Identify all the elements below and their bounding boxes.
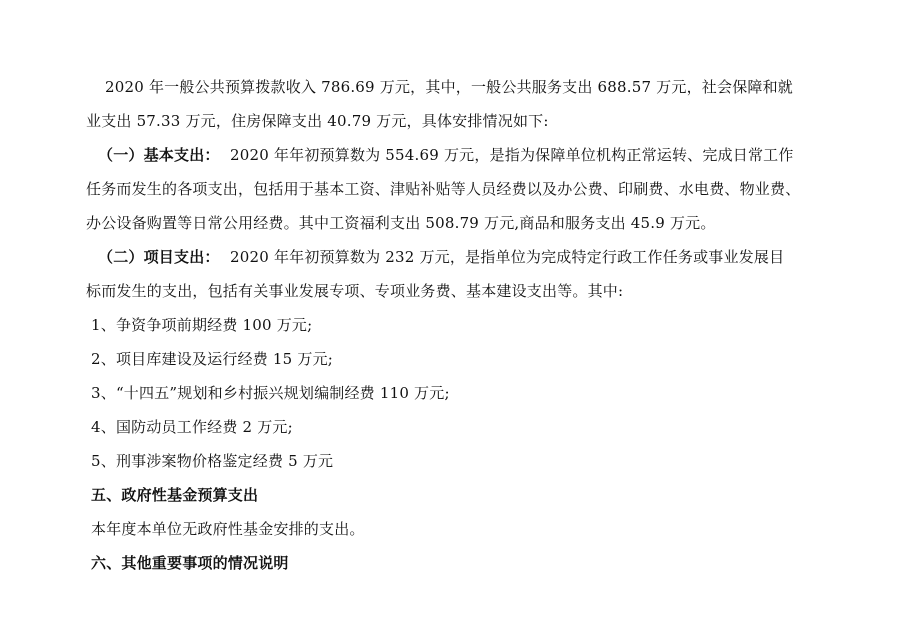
section-project-expenditure-heading: （二）项目支出：: [98, 248, 220, 266]
list-item-project-2: 2、项目库建设及运行经费 15 万元;: [91, 350, 334, 368]
list-item-project-1: 1、争资争项前期经费 100 万元;: [91, 316, 313, 334]
list-item-project-4: 4、国防动员工作经费 2 万元;: [91, 418, 293, 436]
paragraph-basic-expenditure-line-3: 办公设备购置等日常公用经费。其中工资福利支出 508.79 万元,商品和服务支出 45.9 万元。: [86, 214, 716, 232]
paragraph-project-expenditure-line-1: 2020 年年初预算数为 232 万元，是指单位为完成特定行政工作任务或事业发展目: [230, 248, 785, 266]
section-other-matters-heading: 六、其他重要事项的情况说明: [91, 554, 289, 572]
paragraph-budget-intro-line-1: 2020 年一般公共预算拨款收入 786.69 万元，其中，一般公共服务支出 688.57 万元，社会保障和就: [105, 78, 793, 96]
paragraph-basic-expenditure-line-1: 2020 年年初预算数为 554.69 万元，是指为保障单位机构正常运转、完成日常工作: [230, 146, 794, 164]
list-item-project-3: 3、“十四五”规划和乡村振兴规划编制经费 110 万元;: [91, 384, 450, 402]
paragraph-government-fund-note: 本年度本单位无政府性基金安排的支出。: [91, 520, 365, 538]
paragraph-project-expenditure-line-2: 标而发生的支出，包括有关事业发展专项、专项业务费、基本建设支出等。其中:: [86, 282, 624, 300]
section-basic-expenditure-heading: （一）基本支出：: [98, 146, 220, 164]
list-item-project-5: 5、刑事涉案物价格鉴定经费 5 万元: [91, 452, 334, 470]
paragraph-basic-expenditure-line-2: 任务而发生的各项支出，包括用于基本工资、津贴补贴等人员经费以及办公费、印刷费、水电费、物业费、: [86, 180, 801, 198]
paragraph-budget-intro-line-2: 业支出 57.33 万元，住房保障支出 40.79 万元，具体安排情况如下:: [86, 112, 549, 130]
section-government-fund-heading: 五、政府性基金预算支出: [91, 486, 259, 504]
